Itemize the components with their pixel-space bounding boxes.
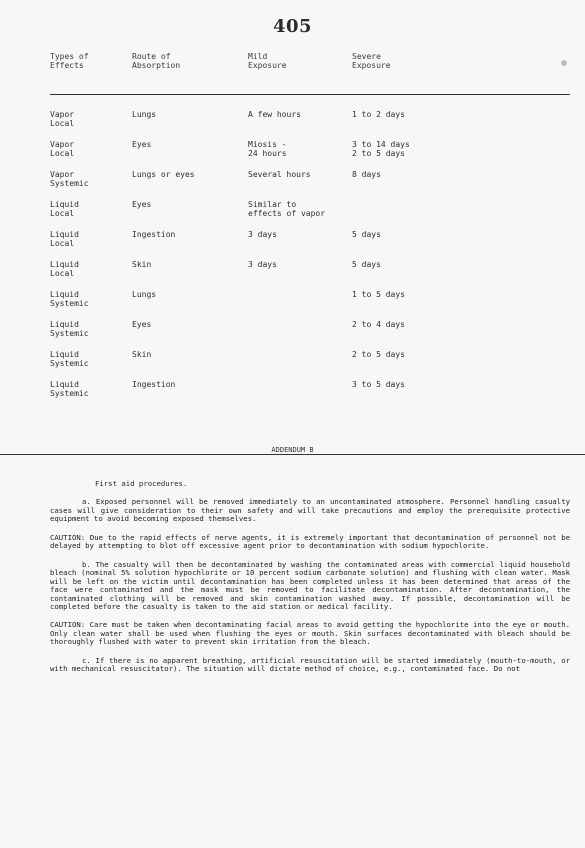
header-types-of-effects: Types of Effects: [50, 52, 89, 71]
mild-cell: A few hours: [248, 110, 301, 119]
paragraph-b: b. The casualty will then be decontaminated by washing the contaminated areas with commercial liquid household bleach (nominal 5% solution hypochlorite or 10 percent sodium carbonate solution) and flushing with clean water. Mask will be left on the victim until decontamination has been completed unless it has been determined that areas of the face were contaminated and the mask must be removed to facilitate decontamination. After decontamination, the contaminated clothing will be removed and skin contamination washed away. If possible, decontamination will be completed before the casualty is taken to the aid station or medical facility.: [50, 559, 570, 611]
table-row: [50, 230, 570, 260]
addendum-content: [50, 480, 570, 684]
route-cell: Skin: [132, 260, 152, 269]
severe-cell: 3 to 5 days: [352, 380, 405, 389]
table-row: [50, 110, 570, 140]
table-row: [50, 140, 570, 170]
type-cell: Liquid Systemic: [50, 350, 89, 369]
route-cell: Eyes: [132, 140, 152, 149]
severe-cell: 8 days: [352, 170, 381, 179]
route-cell: Eyes: [132, 320, 152, 329]
severe-cell: 3 to 14 days 2 to 5 days: [352, 140, 410, 159]
severe-cell: 1 to 5 days: [352, 290, 405, 299]
header-severe-exposure: Severe Exposure: [352, 52, 391, 71]
table-row: [50, 350, 570, 380]
type-cell: Vapor Local: [50, 110, 75, 129]
type-cell: Liquid Systemic: [50, 290, 89, 309]
severe-cell: 2 to 5 days: [352, 350, 405, 359]
table-row: [50, 290, 570, 320]
table-header-row: [50, 52, 570, 88]
paragraph-a: a. Exposed personnel will be removed immediately to an uncontaminated atmosphere. Personnel handling casualty cases will give consideration to their own safety and will take precautions and employ the prerequisite protective equipment to avoid becoming exposed themselves.: [50, 497, 570, 524]
exposure-table-header: [50, 52, 570, 88]
type-cell: Vapor Systemic: [50, 170, 89, 189]
table-header-rule: [50, 94, 570, 95]
speck-mark: [561, 60, 567, 66]
route-cell: Eyes: [132, 200, 152, 209]
header-route-of-absorption: Route of Absorption: [132, 52, 181, 71]
page-number: 405: [272, 16, 313, 37]
route-cell: Lungs: [132, 290, 157, 299]
header-mild-exposure: Mild Exposure: [248, 52, 287, 71]
route-cell: Skin: [132, 350, 152, 359]
section-divider: [0, 454, 585, 455]
mild-cell: Several hours: [248, 170, 311, 179]
severe-cell: 5 days: [352, 260, 381, 269]
addendum-label: ADDENDUM B: [271, 446, 314, 454]
mild-cell: 3 days: [248, 230, 277, 239]
route-cell: Lungs or eyes: [132, 170, 195, 179]
type-cell: Vapor Local: [50, 140, 75, 159]
mild-cell: Similar to effects of vapor: [248, 200, 326, 219]
table-row: [50, 200, 570, 230]
type-cell: Liquid Local: [50, 230, 79, 249]
type-cell: Liquid Local: [50, 200, 79, 219]
table-row: [50, 260, 570, 290]
severe-cell: 1 to 2 days: [352, 110, 405, 119]
paragraph-c: c. If there is no apparent breathing, artificial resuscitation will be started immediately (mouth-to-mouth, or with mechanical resuscitator). The situation will dictate method of choice, e.g., contaminated face. Do not: [50, 655, 570, 674]
caution-paragraph-1: CAUTION: Due to the rapid effects of nerve agents, it is extremely important that decontamination of personnel not be delayed by attempting to blot off excessive agent prior to decontamination with sodium hypochlorite.: [50, 532, 570, 551]
table-row: [50, 170, 570, 200]
exposure-table-body: [50, 110, 570, 410]
route-cell: Lungs: [132, 110, 157, 119]
mild-cell: 3 days: [248, 260, 277, 269]
mild-cell: Miosis - 24 hours: [248, 140, 287, 159]
table-row: [50, 320, 570, 350]
first-aid-heading: First aid procedures.: [95, 479, 188, 488]
caution-paragraph-2: CAUTION: Care must be taken when decontaminating facial areas to avoid getting the hypochlorite into the eye or mouth. Only clean water shall be used when flushing the eyes or mouth. Skin surfaces decontaminated with bleach should be thoroughly flushed with water to prevent skin irritation from the bleach.: [50, 620, 570, 647]
route-cell: Ingestion: [132, 380, 176, 389]
type-cell: Liquid Systemic: [50, 320, 89, 339]
table-row: [50, 380, 570, 410]
type-cell: Liquid Systemic: [50, 380, 89, 399]
route-cell: Ingestion: [132, 230, 176, 239]
severe-cell: 5 days: [352, 230, 381, 239]
type-cell: Liquid Local: [50, 260, 79, 279]
severe-cell: 2 to 4 days: [352, 320, 405, 329]
